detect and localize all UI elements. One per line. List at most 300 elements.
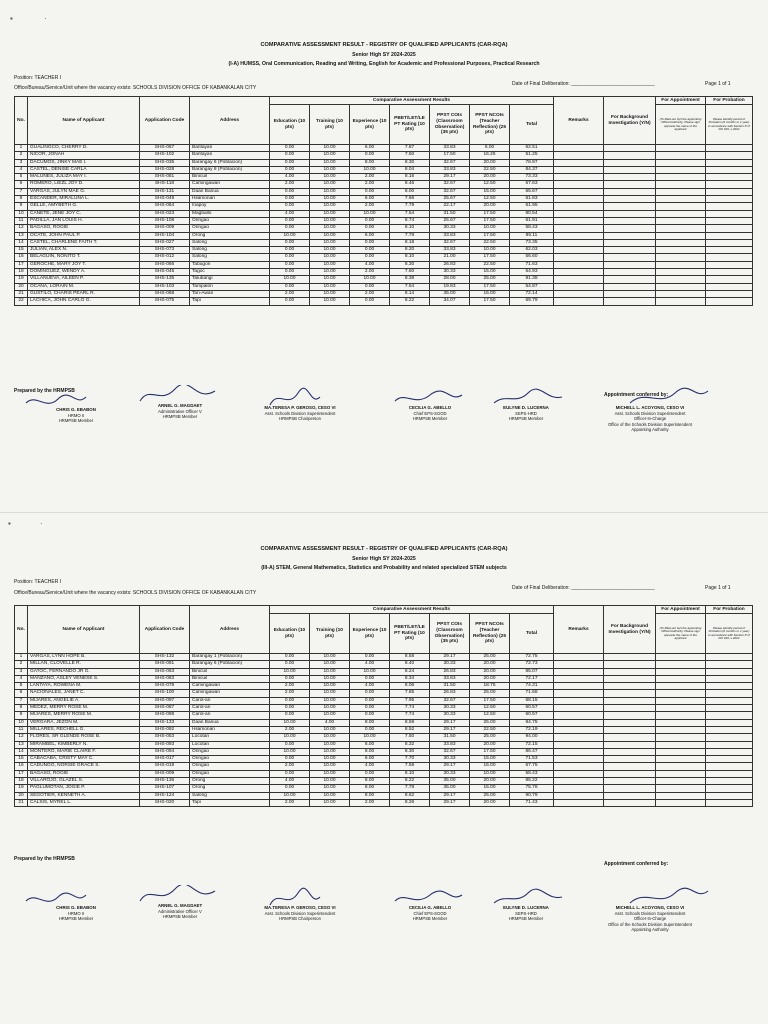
cell-ppst-coi: 29.17	[430, 792, 470, 799]
cell-name: GELLE, AMYBETH G.	[28, 203, 140, 210]
cell-background	[604, 232, 656, 239]
cell-ppst-ncoi: 12.50	[470, 181, 510, 188]
cell-pbet: 7.74	[390, 712, 430, 719]
cell-training: 4.00	[310, 719, 350, 726]
cell-remarks	[554, 748, 604, 755]
signatory-name: EULYNE D. LUCERNA	[503, 405, 549, 410]
signatory-role: HRMPSB Member	[58, 418, 94, 424]
cell-pbet: 7.70	[390, 756, 430, 763]
cell-ppst-ncoi: 22.50	[470, 239, 510, 246]
signatory-block	[240, 405, 360, 422]
cell-ppst-ncoi: 20.00	[470, 159, 510, 166]
cell-total: 56.60	[510, 254, 554, 261]
cell-address: Daan Banua	[190, 719, 270, 726]
cell-remarks	[554, 741, 604, 748]
cell-no: 15	[15, 756, 28, 763]
signatory-title: Asst. Schools Division Superintendent	[264, 910, 336, 916]
signatory-role: HRMPSB Member	[508, 416, 544, 422]
signatory-role: HRMPSB Chairperson	[279, 916, 321, 922]
cell-ppst-coi: 31.50	[430, 734, 470, 741]
cell-name: MILLARES, RECHELL G.	[28, 726, 140, 733]
col-total: Total	[510, 105, 554, 145]
cell-training: 10.00	[310, 799, 350, 806]
cell-experience: 0.00	[350, 697, 390, 704]
cell-training: 10.00	[310, 697, 350, 704]
cell-probation	[706, 283, 753, 290]
cell-education: 0.00	[270, 741, 310, 748]
cell-name: FLORES, SR GLENDE ROSE B.	[28, 734, 140, 741]
cell-ppst-ncoi: 15.00	[470, 785, 510, 792]
cell-address: Barangay 6 (Poblacion)	[190, 661, 270, 668]
cell-no: 4	[15, 166, 28, 173]
cell-training: 10.00	[310, 247, 350, 254]
cell-no: 14	[15, 239, 28, 246]
cell-ppst-ncoi: 15.00	[470, 269, 510, 276]
cell-education: 0.00	[270, 261, 310, 268]
cell-experience: 0.00	[350, 239, 390, 246]
cell-ppst-coi: 17.50	[430, 152, 470, 159]
cell-background	[604, 203, 656, 210]
school-year: Senior High SY 2024-2025	[352, 556, 416, 562]
cell-experience: 6.00	[350, 756, 390, 763]
cell-no: 10	[15, 210, 28, 217]
signatory-role: Officer-In-Charge	[633, 416, 667, 422]
cell-name: VILLANUEVA, AILEEN P.	[28, 276, 140, 283]
cell-ppst-ncoi: 10.00	[470, 770, 510, 777]
cell-background	[604, 661, 656, 668]
cell-code: SHS-135	[140, 276, 190, 283]
scan-mark: ▪	[8, 519, 11, 528]
cell-experience: 0.00	[350, 254, 390, 261]
cell-no: 1	[15, 654, 28, 661]
cell-code: SHS-104	[140, 232, 190, 239]
cell-appointment	[656, 763, 706, 770]
cell-code: SHS-020	[140, 799, 190, 806]
cell-remarks	[554, 225, 604, 232]
cell-name: GEROCHE, MARY JOY T.	[28, 261, 140, 268]
appointment-note: (To filled-out by/t the appointing Officer/Authority; Please sign opposite the name of the applicant	[656, 614, 706, 654]
table-row	[15, 210, 753, 217]
cell-remarks	[554, 726, 604, 733]
cell-code: SHS-103	[140, 283, 190, 290]
cell-total: 71.68	[510, 690, 554, 697]
cell-training: 10.00	[310, 276, 350, 283]
table-row	[15, 792, 753, 799]
cell-background	[604, 239, 656, 246]
cell-experience: 8.00	[350, 748, 390, 755]
cell-remarks	[554, 690, 604, 697]
cell-code: SHS-045	[140, 269, 190, 276]
cell-name: OCANA, LORAIN M.	[28, 283, 140, 290]
prepared-by-label: Prepared by the HRMPSB	[14, 856, 75, 862]
cell-experience: 8.00	[350, 159, 390, 166]
cell-address: Oringao	[190, 225, 270, 232]
signatory-title: SEPS-HRD	[515, 410, 537, 416]
cell-name: PAGLUMOTAN, JOGIE P.	[28, 785, 140, 792]
cell-remarks	[554, 683, 604, 690]
cell-address: Binicuil	[190, 675, 270, 682]
cell-education: 0.00	[270, 756, 310, 763]
appointment-note: (To filled-out by/t the appointing Officer/Authority; Please sign opposite the name of the applicant	[656, 105, 706, 145]
cell-remarks	[554, 261, 604, 268]
cell-experience: 0.00	[350, 283, 390, 290]
cell-background	[604, 196, 656, 203]
cell-code: SHS-108	[140, 217, 190, 224]
cell-name: MEDEZ, MERRY ROSE M.	[28, 705, 140, 712]
cell-no: 17	[15, 770, 28, 777]
cell-experience: 8.00	[350, 719, 390, 726]
cell-probation	[706, 210, 753, 217]
cell-experience: 10.00	[350, 668, 390, 675]
cell-name: VERGARA, JEZON M.	[28, 719, 140, 726]
cell-remarks	[554, 763, 604, 770]
handwritten-signature-icon	[466, 887, 586, 911]
cell-no: 6	[15, 690, 28, 697]
cell-education: 0.00	[270, 283, 310, 290]
cell-ppst-coi: 29.17	[430, 654, 470, 661]
cell-experience: 0.00	[350, 675, 390, 682]
cell-ppst-ncoi: 17.50	[470, 283, 510, 290]
cell-probation	[706, 675, 753, 682]
cell-probation	[706, 232, 753, 239]
cell-pbet: 8.62	[390, 792, 430, 799]
col-education: Education (10 pts)	[270, 614, 310, 654]
cell-training: 10.00	[310, 225, 350, 232]
cell-appointment	[656, 196, 706, 203]
cell-training: 10.00	[310, 675, 350, 682]
cell-ppst-coi: 29.17	[430, 763, 470, 770]
cell-ppst-coi: 28.00	[430, 276, 470, 283]
col-no: No.	[15, 606, 28, 654]
cell-training: 10.00	[310, 756, 350, 763]
cell-experience: 0.00	[350, 690, 390, 697]
cell-name: CALSIS, MYREL L.	[28, 799, 140, 806]
cell-experience: 6.00	[350, 232, 390, 239]
cell-no: 5	[15, 174, 28, 181]
cell-remarks	[554, 166, 604, 173]
signatory-block	[466, 905, 586, 922]
cell-total: 85.11	[510, 232, 554, 239]
cell-code: SHS-012	[140, 254, 190, 261]
col-background: For Background Investigation (Y/N)	[604, 606, 656, 654]
cell-appointment	[656, 748, 706, 755]
cell-training: 10.00	[310, 254, 350, 261]
table-row	[15, 785, 753, 792]
scan-mark: ▪	[10, 14, 13, 23]
cell-code: SHS-136	[140, 778, 190, 785]
cell-appointment	[656, 675, 706, 682]
cell-address: Salong	[190, 792, 270, 799]
cell-education: 10.00	[270, 232, 310, 239]
cell-remarks	[554, 247, 604, 254]
cell-address: Carol-an	[190, 705, 270, 712]
cell-pbet: 8.38	[390, 276, 430, 283]
col-group-results: Comparative Assessment Results	[270, 606, 554, 614]
cell-ppst-coi: 29.17	[430, 726, 470, 733]
cell-no: 15	[15, 247, 28, 254]
cell-ppst-coi: 25.67	[430, 196, 470, 203]
cell-training: 10.00	[310, 210, 350, 217]
cell-pbet: 8.30	[390, 261, 430, 268]
cell-pbet: 8.30	[390, 748, 430, 755]
cell-name: VARGAS, LYNN HOPE B.	[28, 654, 140, 661]
document-page-2	[0, 512, 768, 1024]
cell-address: Camingawan	[190, 683, 270, 690]
cell-appointment	[656, 254, 706, 261]
cell-training: 10.00	[310, 159, 350, 166]
table-row	[15, 697, 753, 704]
cell-pbet: 8.10	[390, 770, 430, 777]
cell-name: BAGASO, ROGIE	[28, 770, 140, 777]
cell-total: 72.14	[510, 290, 554, 297]
cell-total: 62.51	[510, 145, 554, 152]
cell-ppst-coi: 35.00	[430, 785, 470, 792]
table-row	[15, 734, 753, 741]
cell-code: SHS-118	[140, 181, 190, 188]
cell-ppst-ncoi: 17.50	[470, 217, 510, 224]
cell-background	[604, 166, 656, 173]
cell-code: SHS-131	[140, 188, 190, 195]
cell-remarks	[554, 152, 604, 159]
signatory-role: HRMPSB Member	[58, 916, 94, 922]
cell-code: SHS-102	[140, 152, 190, 159]
cell-remarks	[554, 196, 604, 203]
cell-experience: 0.00	[350, 770, 390, 777]
signatory-title: Asst. Schools Division Superintendent	[614, 910, 686, 916]
cell-appointment	[656, 298, 706, 305]
cell-experience: 6.00	[350, 196, 390, 203]
cell-address: Camingawan	[190, 181, 270, 188]
signatory-name: CHRIS G. EBABON	[56, 407, 96, 412]
cell-no: 13	[15, 232, 28, 239]
cell-pbet: 7.54	[390, 283, 430, 290]
cell-appointment	[656, 719, 706, 726]
cell-remarks	[554, 712, 604, 719]
cell-ppst-ncoi: 17.50	[470, 298, 510, 305]
cell-experience: 2.00	[350, 203, 390, 210]
cell-ppst-ncoi: 20.00	[470, 778, 510, 785]
cell-background	[604, 763, 656, 770]
cell-experience: 0.00	[350, 217, 390, 224]
cell-code: SHS-073	[140, 247, 190, 254]
cell-background	[604, 726, 656, 733]
cell-ppst-coi: 32.67	[430, 239, 470, 246]
cell-remarks	[554, 734, 604, 741]
cell-pbet: 8.74	[390, 217, 430, 224]
cell-ppst-coi: 25.67	[430, 217, 470, 224]
cell-remarks	[554, 254, 604, 261]
cell-remarks	[554, 661, 604, 668]
cell-code: SHS-023	[140, 210, 190, 217]
cell-no: 19	[15, 276, 28, 283]
cell-ppst-coi: 30.33	[430, 705, 470, 712]
cell-background	[604, 792, 656, 799]
table-row	[15, 763, 753, 770]
cell-training: 10.00	[310, 298, 350, 305]
signatory-title: HRMO II	[67, 910, 85, 916]
signatory-office: Office of the Schools Division Superintendent	[608, 421, 692, 427]
cell-ppst-coi: 29.17	[430, 799, 470, 806]
cell-appointment	[656, 690, 706, 697]
cell-name: MALUNES, JULIZA MAY I.	[28, 174, 140, 181]
probation-note: Please identify period of Probation (6 months or 1 year) in accordance with Section P of DO 019, s.2022	[706, 105, 753, 145]
cell-appointment	[656, 159, 706, 166]
cell-experience: 0.00	[350, 712, 390, 719]
cell-name: CAÑETE, JENE JOY C.	[28, 210, 140, 217]
cell-code: SHS-078	[140, 683, 190, 690]
cell-code: SHS-092	[140, 726, 190, 733]
cell-training: 10.00	[310, 145, 350, 152]
cell-no: 11	[15, 217, 28, 224]
cell-name: GUSTILO, CHARIS PEARL R.	[28, 290, 140, 297]
cell-training: 10.00	[310, 661, 350, 668]
cell-address: Orong	[190, 232, 270, 239]
cell-code: SHS-087	[140, 705, 190, 712]
cell-total: 68.15	[510, 697, 554, 704]
col-ppst-ncoi: PPST NCOIs (Teacher Reflection) (25 pts)	[470, 614, 510, 654]
appointment-conferred-label: Appointment conferred by:	[604, 861, 669, 867]
signatory-block	[240, 905, 360, 922]
cell-total: 84.75	[510, 719, 554, 726]
cell-background	[604, 785, 656, 792]
cell-pbet: 8.40	[390, 661, 430, 668]
cell-no: 20	[15, 283, 28, 290]
table-row	[15, 254, 753, 261]
cell-education: 10.00	[270, 792, 310, 799]
cell-no: 14	[15, 748, 28, 755]
cell-appointment	[656, 734, 706, 741]
cell-total: 72.19	[510, 726, 554, 733]
cell-ppst-coi: 21.00	[430, 254, 470, 261]
cell-ppst-ncoi: 20.00	[470, 741, 510, 748]
cell-address: Tapi	[190, 298, 270, 305]
cell-code: SHS-107	[140, 785, 190, 792]
cell-ppst-coi: 26.83	[430, 261, 470, 268]
table-row	[15, 152, 753, 159]
cell-no: 20	[15, 792, 28, 799]
cell-code: SHS-067	[140, 145, 190, 152]
signatory-block	[16, 905, 136, 922]
signatory-name: ARNEL G. MAGDAET	[157, 903, 203, 908]
cell-no: 17	[15, 261, 28, 268]
signatory-name: MA.TERESA P. GEROSO, CESO VI	[264, 905, 336, 910]
cell-code: SHS-066	[140, 261, 190, 268]
cell-training: 10.00	[310, 188, 350, 195]
col-probation: For Probation	[706, 606, 753, 614]
cell-probation	[706, 726, 753, 733]
cell-probation	[706, 683, 753, 690]
cell-training: 10.00	[310, 261, 350, 268]
cell-address: Oringao	[190, 770, 270, 777]
cell-experience: 2.00	[350, 799, 390, 806]
cell-education: 0.00	[270, 705, 310, 712]
cell-ppst-coi: 29.17	[430, 174, 470, 181]
table-row	[15, 654, 753, 661]
table-row	[15, 668, 753, 675]
cell-training: 10.00	[310, 705, 350, 712]
cell-background	[604, 778, 656, 785]
table-row	[15, 799, 753, 806]
cell-training: 10.00	[310, 763, 350, 770]
cell-name: CABACABA, CRISTY MAY C.	[28, 756, 140, 763]
cell-background	[604, 290, 656, 297]
cell-appointment	[656, 283, 706, 290]
signatory-title: Administrative Officer V	[158, 408, 202, 414]
cell-pbet: 8.14	[390, 290, 430, 297]
cell-pbet: 8.18	[390, 239, 430, 246]
cell-address: Magballo	[190, 210, 270, 217]
registry-table	[14, 605, 753, 807]
cell-background	[604, 283, 656, 290]
cell-address: Binicuil	[190, 668, 270, 675]
col-background: For Background Investigation (Y/N)	[604, 97, 656, 145]
cell-training: 10.00	[310, 196, 350, 203]
cell-pbet: 8.52	[390, 726, 430, 733]
cell-code: SHS-035	[140, 159, 190, 166]
cell-training: 10.00	[310, 654, 350, 661]
cell-code: SHS-019	[140, 763, 190, 770]
cell-address: Binicuil	[190, 174, 270, 181]
cell-code: SHS-132	[140, 654, 190, 661]
cell-pbet: 8.58	[390, 654, 430, 661]
cell-education: 2.00	[270, 726, 310, 733]
cell-pbet: 8.00	[390, 188, 430, 195]
cell-ppst-coi: 30.33	[430, 661, 470, 668]
cell-total: 71.43	[510, 799, 554, 806]
cell-experience: 10.00	[350, 210, 390, 217]
cell-background	[604, 152, 656, 159]
table-row	[15, 232, 753, 239]
cell-background	[604, 770, 656, 777]
position-label: Position: TEACHER I	[14, 579, 62, 585]
cell-total: 72.75	[510, 654, 554, 661]
cell-appointment	[656, 778, 706, 785]
col-experience: Experience (10 pts)	[350, 614, 390, 654]
cell-probation	[706, 203, 753, 210]
cell-pbet: 8.30	[390, 159, 430, 166]
cell-address: Orong	[190, 778, 270, 785]
cell-ppst-ncoi: 10.00	[470, 247, 510, 254]
cell-background	[604, 654, 656, 661]
cell-background	[604, 683, 656, 690]
cell-education: 0.00	[270, 152, 310, 159]
table-row	[15, 269, 753, 276]
cell-probation	[706, 166, 753, 173]
cell-experience: 0.00	[350, 654, 390, 661]
cell-address: Oringao	[190, 763, 270, 770]
cell-name: GATOC, FERNANDO JR G.	[28, 668, 140, 675]
cell-no: 8	[15, 196, 28, 203]
cell-total: 54.87	[510, 283, 554, 290]
cell-total: 84.37	[510, 166, 554, 173]
cell-total: 85.07	[510, 668, 554, 675]
cell-training: 10.00	[310, 232, 350, 239]
cell-ppst-coi: 29.17	[430, 719, 470, 726]
col-experience: Experience (10 pts)	[350, 105, 390, 145]
cell-background	[604, 799, 656, 806]
cell-ppst-ncoi: 15.00	[470, 763, 510, 770]
cell-ppst-ncoi: 25.00	[470, 276, 510, 283]
cell-background	[604, 712, 656, 719]
cell-background	[604, 181, 656, 188]
table-row	[15, 290, 753, 297]
cell-appointment	[656, 756, 706, 763]
handwritten-signature-icon	[466, 387, 586, 411]
cell-pbet: 7.95	[390, 697, 430, 704]
cell-education: 2.00	[270, 799, 310, 806]
signatory-title: Chief EPS-SGOD	[413, 910, 447, 916]
cell-pbet: 8.58	[390, 719, 430, 726]
